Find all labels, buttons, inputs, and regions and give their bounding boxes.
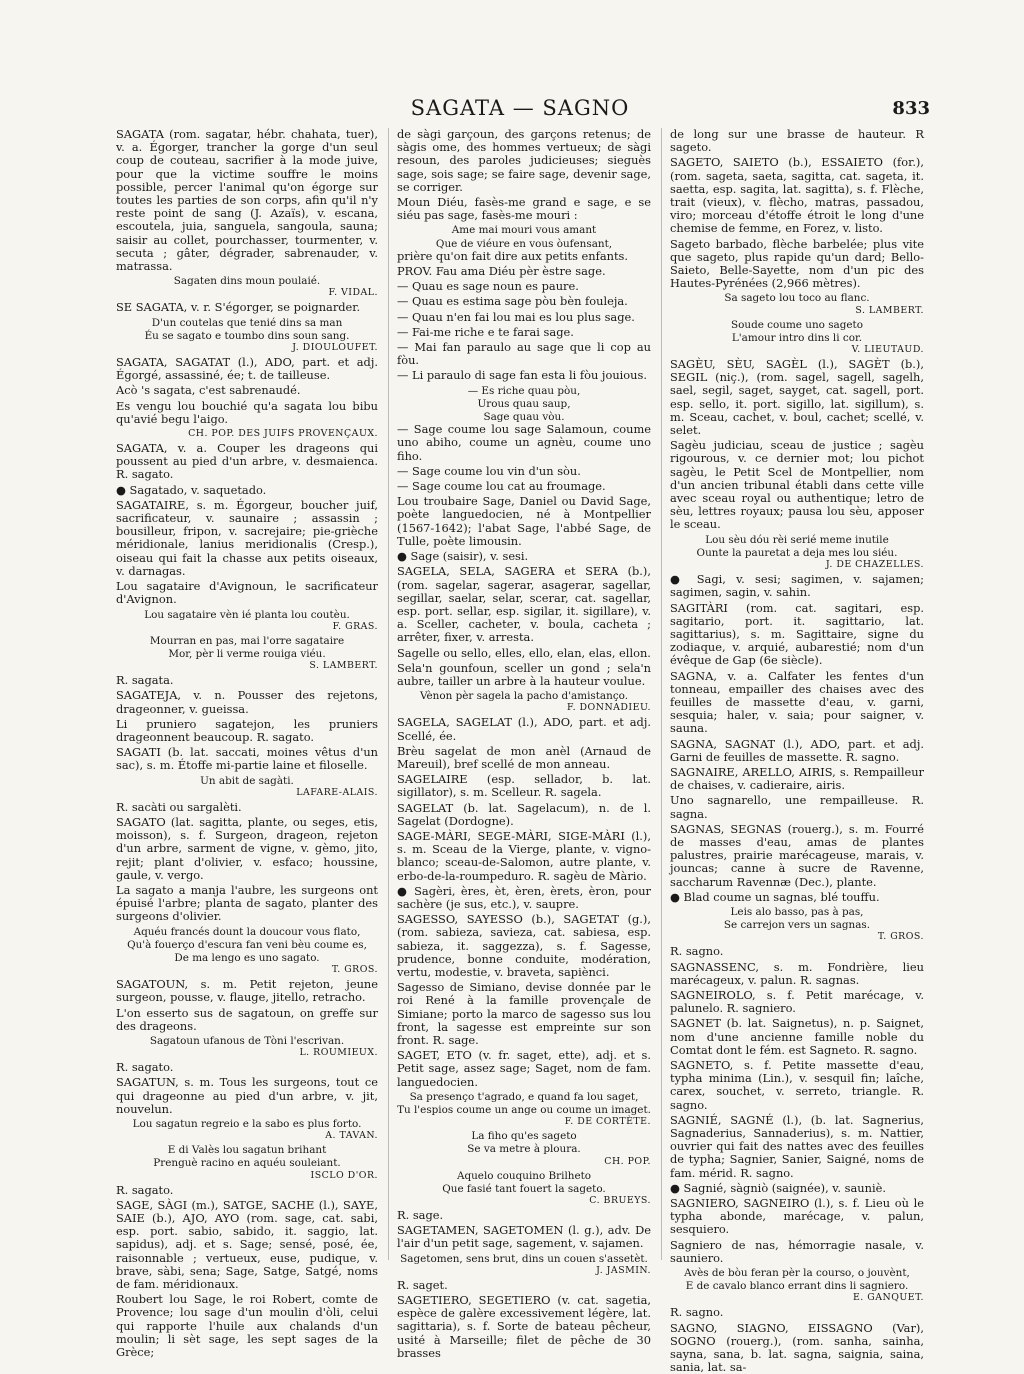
quote-author: F. DE CORTÈTE. <box>564 1116 651 1128</box>
dictionary-entry: — Sage coume lou vin d'un sòu. <box>397 463 581 478</box>
dictionary-entry: SAGETO, SAIETO (b.), ESSAIETO (for.), (rom. sageta, saeta, sagitta, cat. sageta, it. saetta, esp. sagita, lat. sagitta), s. f. Flèche, trait (vieux), v. flècho, matras, passadou, viro; morceau d'étoffe étroit le long d'une chemise de femme, en Forez, v. listo. <box>670 155 924 236</box>
quote-author: L. ROUMIEUX. <box>299 1047 378 1059</box>
dictionary-entry: Sela'n gounfoun, sceller un gond ; sela'n aubre, tailler un arbre à la hauteur voulue. <box>397 660 651 688</box>
quote-author: C. BRUEYS. <box>589 1195 651 1207</box>
dictionary-entry: SAGETIERO, SEGETIERO (v. cat. sagetia, espèce de galère excessivement légère, lat. sagittaria), s. f. Sorte de bateau pêcheur, usité à Marseille; filet de pêche de 30 brasses <box>397 1293 651 1360</box>
dictionary-entry: ● Sage (saisir), v. sesi. <box>397 549 529 564</box>
dictionary-entry: ● Sagnié, sàgniò (saignée), v. sauniè. <box>670 1180 886 1195</box>
dictionary-entry: SAGELAIRE (esp. sellador, b. lat. sigillator), s. m. Scelleur. R. sagela. <box>397 772 651 800</box>
quote-author: F. GRAS. <box>332 620 378 632</box>
quote-author: CH. POP. DES JUIFS PROVENÇAUX. <box>188 428 378 440</box>
verse-quotation: La fiho qu'es sageto <box>471 1130 577 1143</box>
dictionary-entry: SAGATI (b. lat. saccati, moines vêtus d'un sac), s. m. Étoffe mi-partie laine et filoselle. <box>116 745 378 773</box>
verse-quotation: Un abit de sagàti. <box>200 774 294 787</box>
dictionary-entry: L'on esserto sus de sagatoun, on greffe sur des drageons. <box>116 1005 378 1033</box>
dictionary-entry: Li pruniero sagatejon, les pruniers drageonnent beaucoup. R. sagato. <box>116 716 378 744</box>
quote-author: LAFARE-ALAIS. <box>296 786 378 798</box>
dictionary-entry: — Quau es estima sage pòu bèn fouleja. <box>397 294 628 309</box>
dictionary-entry: SAGNAIRE, ARELLO, AIRIS, s. Rempailleur de chaises, v. cadieraire, airis. <box>670 764 924 793</box>
verse-quotation: Prenguè racino en aquéu souleiant. <box>153 1157 341 1170</box>
dictionary-entry: Sagesso de Simiano, devise donnée par le roi René à la famille provençale de Simiane; porto la marco de sagesso sus lou front, la sagesse est empreinte sur son front. R. sage. <box>397 980 651 1047</box>
quote-author: J. DE CHAZELLES. <box>825 559 924 571</box>
verse-quotation: De ma lengo es uno sagato. <box>174 951 320 964</box>
dictionary-entry: SAGELAT (b. lat. Sagelacum), n. de l. Sagelat (Dordogne). <box>397 800 651 828</box>
dictionary-entry: SAGELA, SAGELAT (l.), ADO, part. et adj. Scellé, ée. <box>397 715 651 743</box>
dictionary-entry: SAGETAMEN, SAGETOMEN (l. g.), adv. De l'air d'un petit sage, sagement, v. sajamen. <box>397 1223 651 1251</box>
dictionary-entry: Lou troubaire Sage, Daniel ou David Sage, poète languedocien, né à Montpellier (1567-1642); l'abat Sage, l'abbé Sage, de Tulle, poète limousin. <box>397 494 651 548</box>
verse-quotation: Sagatoun ufanous de Tòni l'escrivan. <box>149 1034 345 1047</box>
dictionary-entry: SAGNEIROLO, s. f. Petit marécage, v. palunelo. R. sagniero. <box>670 987 924 1016</box>
dictionary-entry: SAGET, ETO (v. fr. saget, ette), adj. et s. Petit sage, assez sage; Saget, nom de fam. languedocien. <box>397 1048 651 1089</box>
dictionary-entry: R. sage. <box>397 1208 444 1223</box>
verse-quotation: Qu'à fouerço d'escura fan veni bèu coume es, <box>127 938 367 951</box>
verse-quotation: Se va metre à ploura. <box>467 1143 581 1156</box>
verse-quotation: D'un coutelas que tenié dins sa man <box>151 316 343 329</box>
verse-quotation: Sage quau vòu. <box>483 411 565 424</box>
dictionary-entry: Es vengu lou bouchié qu'a sagata lou bibu qu'avié begu l'aigo. <box>116 398 378 426</box>
dictionary-entry: SAGATUN, s. m. Tous les surgeons, tout ce qui drageonne au pied d'un arbre, v. jit, nouvelun. <box>116 1075 378 1116</box>
verse-quotation: Sa sageto lou toco au flanc. <box>724 292 870 305</box>
dictionary-entry: de sàgi garçoun, des garçons retenus; de sàgis ome, des hommes vertueux; de sàgi resoun, des paroles judicieuses; sieguès sage, sois sage; se faire sage, devenir sage, se corriger. <box>397 127 651 194</box>
page-header <box>110 96 930 128</box>
verse-quotation: Aquelo couquino Brilheto <box>456 1169 592 1182</box>
quote-author: S. LAMBERT. <box>855 304 924 316</box>
dictionary-entry: SAGITÀRI (rom. cat. sagitari, esp. sagitario, port. it. sagittario, lat. sagittarius), s. m. Sagittaire, signe du zodiaque, v. arquié, aubarestié; nom d'un évêque de Gap (6e siècle). <box>670 600 924 668</box>
dictionary-entry: Uno sagnarello, une rempailleuse. R. sagna. <box>670 793 924 821</box>
dictionary-entry: R. saget. <box>397 1277 448 1292</box>
dictionary-entry: Lou sagataire d'Avignoun, le sacrificateur d'Avignon. <box>116 579 378 607</box>
quote-author: F. DONNADIEU. <box>567 702 651 714</box>
dictionary-entry: prière qu'on fait dire aux petits enfants. <box>397 248 629 263</box>
dictionary-entry: — Li paraulo di sage fan esta li fòu jouious. <box>397 368 647 383</box>
verse-quotation: Lou sèu dóu rèi serié meme inutile <box>705 533 889 546</box>
dictionary-entry: La sagato a manja l'aubre, les surgeons ont épuisé l'arbre; planta de sagato, planter des surgeons d'olivier. <box>116 882 378 924</box>
verse-quotation: Urous quau saup, <box>477 397 571 410</box>
verse-quotation: Mor, pèr li verme rouiga viéu. <box>168 647 326 660</box>
verse-quotation: Éu se sagato e toumbo dins soun sang. <box>144 329 350 342</box>
verse-quotation: Se carrejon vers un sagnas. <box>723 919 871 932</box>
verse-quotation: Tu l'espios coume un ange ou coume un imaget. <box>397 1104 651 1117</box>
dictionary-entry: SAGELA, SELA, SAGERA et SERA (b.), (rom. sagelar, sagerar, asagerar, sagellar, segillar, saelar, selar, scerar, cat. sagellar, esp. port. sellar, esp. sigilar, it. sigillare), v. a. Sceller, cacheter, v. boula, cacheta ; arrêter, fixer, v. arresta. <box>397 564 651 645</box>
verse-quotation: Vènon pèr sagela la pacho d'amistanço. <box>419 690 629 703</box>
dictionary-entry: SAGATAIRE, s. m. Égorgeur, boucher juif, sacrificateur, v. saunaire ; assassin ; bousilleur, fripon, v. sacrejaire; pie-grièche méridionale, lanius meridionalis (Cresp.), oiseau qui fait la chasse aux petits oiseaux, v. darnagas. <box>116 497 378 578</box>
dictionary-entry: ● Sagi, v. sesi; sagimen, v. sajamen; sagimen, sagin, v. sahin. <box>670 572 924 600</box>
verse-quotation: Lou sagataire vèn ié planta lou coutèu. <box>144 608 350 621</box>
dictionary-entry: SE SAGATA, v. r. S'égorger, se poignarder. <box>116 300 361 315</box>
verse-quotation: E di Valès lou sagatun brihant <box>167 1144 327 1157</box>
verse-quotation: Que fasié tant fouert la sageto. <box>442 1182 606 1195</box>
dictionary-entry: Roubert lou Sage, le roi Robert, comte de Provence; lou sage d'un moulin d'òli, celui qui rapporte l'huile aux chalands d'un moulin; li sèt sage, les sept sages de la Grèce; <box>116 1292 378 1360</box>
verse-quotation: Ame mai mouri vous amant <box>451 224 597 237</box>
verse-quotation: — Es riche quau pòu, <box>467 384 581 397</box>
quote-author: T. GROS. <box>877 931 924 943</box>
quote-author: V. LIEUTAUD. <box>851 344 924 356</box>
dictionary-entry: Acò 's sagata, c'est sabrenaudé. <box>116 383 301 398</box>
dictionary-entry: Sagniero de nas, hémorragie nasale, v. sauniero. <box>670 1237 924 1265</box>
running-title: SAGATA — SAGNO <box>410 96 630 120</box>
dictionary-entry: Brèu sagelat de mon anèl (Arnaud de Mareuil), bref scellé de mon anneau. <box>397 743 651 771</box>
dictionary-entry: Sagelle ou sello, elles, ello, elan, elas, ellon. <box>397 645 651 660</box>
dictionary-entry: SAGNIÉ, SAGNÉ (l.), (b. lat. Sagnerius, Sagnaderius, Sannaderius), s. m. Nattier, ouvrier qui fait des nattes avec des feuilles de typha; Sagnier, Sanier, Saigné, noms de fam. mérid. R. sagno. <box>670 1112 924 1180</box>
column-right <box>661 127 924 1374</box>
quote-author: J. DIOULOUFET. <box>292 342 378 354</box>
dictionary-entry: PROV. Fau ama Diéu pèr èstre sage. <box>397 264 606 279</box>
dictionary-entry: SAGESSO, SAYESSO (b.), SAGETAT (g.), (rom. sabieza, savieza, cat. sabiesa, esp. sabieza, it. saggezza), s. f. Sagesse, prudence, bonne conduite, modération, vertu, modestie, v. braveta, sapiènci. <box>397 912 651 979</box>
dictionary-entry: SAGNO, SIAGNO, EISSAGNO (Var), SOGNO (rouerg.), (rom. sanha, sainha, sayna, sana, b. lat. sagna, saignia, saina, sania, lat. sa- <box>670 1320 924 1374</box>
text-columns <box>116 127 924 1374</box>
quote-author: CH. POP. <box>604 1155 651 1167</box>
dictionary-entry: SAGNET (b. lat. Saignetus), n. p. Saignet, nom d'une ancienne famille noble du Comtat dont le fém. est Sagneto. R. sagno. <box>670 1016 924 1057</box>
dictionary-entry: R. sagno. <box>670 944 724 959</box>
dictionary-entry: Moun Diéu, fasès-me grand e sage, e se siéu pas sage, fasès-me mouri : <box>397 195 651 223</box>
dictionary-entry: SAGATA, v. a. Couper les drageons qui poussent au pied d'un arbre, v. desmaienca. R. sagato. <box>116 441 378 482</box>
dictionary-entry: — Fai-me riche e te farai sage. <box>397 324 574 339</box>
column-middle <box>388 127 651 1360</box>
dictionary-entry: — Mai fan paraulo au sage que li cop au fòu. <box>397 340 651 368</box>
dictionary-entry: ● Sagèri, ères, èt, èren, èrets, èron, pour sachère (je sus, etc.), v. saupre. <box>397 883 651 911</box>
verse-quotation: E de cavalo blanco errant dins li sagniero. <box>685 1280 909 1293</box>
dictionary-entry: R. sacàti ou sargalèti. <box>116 799 242 814</box>
dictionary-entry: SAGATOUN, s. m. Petit rejeton, jeune surgeon, pousse, v. flauge, jitello, retracho. <box>116 977 378 1005</box>
dictionary-entry: de long sur une brasse de hauteur. R sageto. <box>670 127 924 155</box>
quote-author: S. LAMBERT. <box>309 660 378 672</box>
dictionary-entry: SAGNA, v. a. Calfater les fentes d'un tonneau, empailler des chaises avec des feuilles de massette d'eau, v. garni, sesquia; haler, v. saia; pour saigner, v. sauna. <box>670 668 924 736</box>
dictionary-entry: SAGATO (lat. sagitta, plante, ou seges, etis, moisson), s. f. Surgeon, drageon, rejeton d'un arbre, sarment de vigne, v. gèmo, jito, rejit; plant d'olivier, v. esfaco; houssine, gaule, v. vergo. <box>116 814 378 882</box>
verse-quotation: Que de viéure en vous òufensant, <box>435 237 613 250</box>
dictionary-entry: — Quau es sage noun es paure. <box>397 279 579 294</box>
dictionary-entry: Sagèu judiciau, sceau de justice ; sagèu rigourous, v. ce dernier mot; lou pichot sagèu, le Petit Scel de Montpellier, nom d'un ancien tribunal établi dans cette ville avec sceau royal ou authentique; letro de sèu, lettres royaux; pausa lou sèu, apposer le sceau. <box>670 438 924 532</box>
column-left <box>116 127 378 1360</box>
quote-author: A. TAVAN. <box>325 1130 378 1142</box>
dictionary-entry: ● Blad coume un sagnas, blé touffu. <box>670 889 880 904</box>
verse-quotation: Aquéu francés dount la doucour vous flato, <box>133 925 361 938</box>
dictionary-entry: R. sagato. <box>116 1060 174 1075</box>
verse-quotation: Soude coume uno sageto <box>731 318 863 331</box>
quote-author: J. JASMIN. <box>596 1264 651 1276</box>
dictionary-entry: SAGNIERO, SAGNEIRO (l.), s. f. Lieu où le typha abonde, marécage, v. palun, sesquiero. <box>670 1196 924 1237</box>
verse-quotation: Lou sagatun regreio e la sabo es plus forto. <box>132 1118 362 1130</box>
verse-quotation: Avès de bòu feran pèr la courso, o jouvènt, <box>684 1267 910 1280</box>
dictionary-entry: R. sagata. <box>116 673 174 688</box>
dictionary-entry: R. sagato. <box>116 1182 174 1197</box>
verse-quotation: Ounte la pauretat a deja mes lou siéu. <box>696 546 898 559</box>
quote-author: F. VIDAL. <box>328 287 378 299</box>
dictionary-entry: R. sagno. <box>670 1305 724 1320</box>
dictionary-entry: SAGNA, SAGNAT (l.), ADO, part. et adj. Garni de feuilles de massette. R. sagno. <box>670 736 924 764</box>
dictionary-entry: — Quau n'en fai lou mai es lou plus sage. <box>397 309 635 324</box>
verse-quotation: L'amour intro dins li cor. <box>731 331 863 344</box>
quote-author: T. GROS. <box>331 964 378 976</box>
dictionary-entry: Sageto barbado, flèche barbelée; plus vite que sageto, plus rapide qu'un dard; Bello-Saieto, Belle-Sayette, nom d'un pic des Hautes-Pyrénées (2,966 mètres). <box>670 236 924 291</box>
dictionary-entry: ● Sagatado, v. saquetado. <box>116 482 267 497</box>
dictionary-entry: SAGNETO, s. f. Petite massette d'eau, typha minima (Lin.), v. sesquil fin; laîche, carex, souchet, v. serreto, triangle. R. sagno. <box>670 1058 924 1112</box>
dictionary-entry: — Sage coume lou sage Salamoun, coume uno abiho, coume un agnèu, coume uno fiho. <box>397 422 651 463</box>
dictionary-entry: — Sage coume lou cat au froumage. <box>397 479 606 494</box>
verse-quotation: Mourran en pas, mai l'orre sagataire <box>149 634 345 647</box>
dictionary-entry: SAGATA (rom. sagatar, hébr. chahata, tuer), v. a. Égorger, trancher la gorge d'un seul coup de couteau, sacrifier à la mode juive, pour que la victime souffre le moins possible, percer l'animal qu'on égorge sur toutes les parties de son corps, afin qu'il n'y reste point de sang (J. Azaïs), v. escana, escoutela, juia, sanguela, sangoula, sauna; saisir au collet, pourchasser, tourmenter, v. secuta ; gâter, dégrader, sabrenauder, v. matrassa. <box>116 127 378 274</box>
verse-quotation: Sa presenço t'agrado, e quand fa lou saget, <box>409 1090 639 1103</box>
verse-quotation: Leis alo basso, pas à pas, <box>730 905 864 918</box>
dictionary-entry: SAGATA, SAGATAT (l.), ADO, part. et adj. Égorgé, assassiné, ée; t. de tailleuse. <box>116 355 378 383</box>
dictionary-entry: SAGNASSENC, s. m. Fondrière, lieu marécageux, v. palun. R. sagnas. <box>670 959 924 987</box>
dictionary-entry: SAGÈU, SÈU, SAGÈL (l.), SAGÈT (b.), SEGIL (niç.), (rom. sagel, sagell, sagelh, sael, segil, saget, sayget, cat. sagell, port. esp. sello, it. port. sigillo, lat. sigillum), s. m. Sceau, cachet, v. boul, cachet; scellé, v. selet. <box>670 357 924 438</box>
page-number: 833 <box>892 98 930 119</box>
dictionary-entry: SAGNAS, SEGNAS (rouerg.), s. m. Fourré de masses d'eau, amas de plantes palustres, prairie marécageuse, marais, v. jouncas; canne à sucre de Ravenne, saccharum Ravennæ (Dec.), plante. <box>670 821 924 889</box>
verse-quotation: Sagetomen, sens brut, dins un couen s'assetèt. <box>400 1252 648 1265</box>
dictionary-entry: SAGE, SÀGI (m.), SATGE, SACHE (l.), SAYE, SAIE (b.), AJO, AYO (rom. sage, cat. sabi, esp. port. sabio, sabido, it. saggio, lat. sapidus), adj. et s. Sage; sensé, posé, ée, raisonnable ; vertueux, euse, pudique, v. brave, sàbi, sena; Sage, Satge, Satgé, noms de fam. méridionaux. <box>116 1197 378 1292</box>
verse-quotation: Sagaten dins moun poulaié. <box>173 275 321 288</box>
dictionary-entry: SAGE-MÀRI, SEGE-MÀRI, SIGE-MÀRI (l.), s. m. Sceau de la Vierge, plante, v. vigno-blanco; sceau-de-Salomon, autre plante, v. erbo-de-la-roumpeduro. R. sagèu de Màrio. <box>397 828 651 883</box>
quote-author: E. GANQUET. <box>852 1292 924 1304</box>
quote-author: ISCLO D'OR. <box>310 1169 378 1181</box>
dictionary-entry: SAGATEJA, v. n. Pousser des rejetons, drageonner, v. gueissa. <box>116 688 378 716</box>
